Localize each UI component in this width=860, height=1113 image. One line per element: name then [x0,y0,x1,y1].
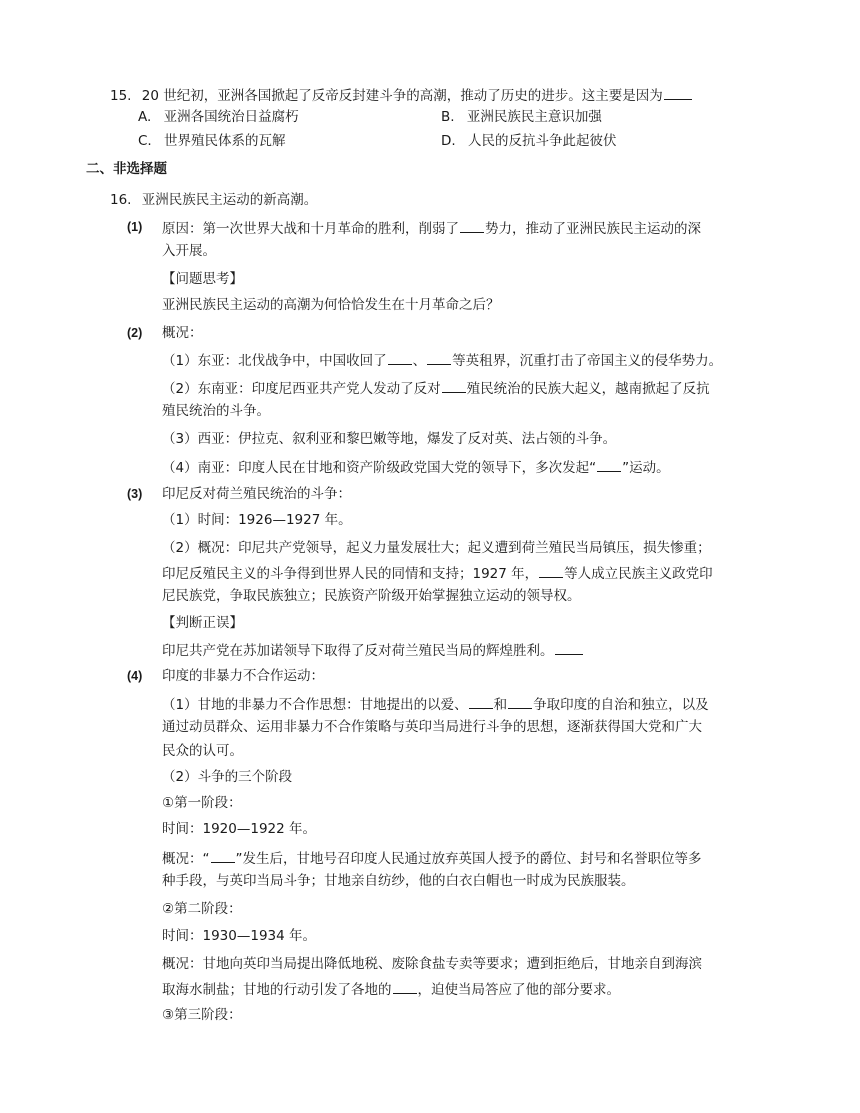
part-1-text-b: 势力，推动了亚洲民族民主运动的深 [485,221,701,237]
part-2-intro: 概况： [162,325,203,341]
idea-line-2: 通过动员群众、运用非暴力不合作策略与英印当局进行斗争的思想，逐渐获得国大党和广大 [162,719,702,735]
section-title: 二、非选择题 [86,161,167,177]
east-asia-line [162,350,722,370]
southeast-asia-text-a: （2）东南亚：印度尼西亚共产党人发动了反对 [162,381,441,397]
q16-number: 16. [110,192,132,208]
q16-title-line [110,191,317,209]
stage-2-time: 时间：1930—1934 年。 [162,928,317,944]
part-3-label: (3) [127,487,143,501]
part-1-line-2: 入开展。 [162,243,216,259]
option-b-text: 亚洲民族民主意识加强 [466,109,602,125]
part-3-time: （1）时间：1926—1927 年。 [162,512,352,528]
q15-stem: 20 世纪初，亚洲各国掀起了反帝反封建斗争的高潮，推动了历史的进步。这主要是因为 [141,88,663,104]
stage-3-title: ③第三阶段： [162,1007,242,1023]
blank-founder[interactable] [539,563,563,578]
stage-1-time: 时间：1920—1922 年。 [162,821,317,837]
blank-reaction[interactable] [393,979,417,994]
stages-title: （2）斗争的三个阶段 [162,769,293,785]
think-title: 【问题思考】 [162,271,243,287]
part-3-overview-2 [162,563,713,583]
idea-line-3: 民众的认可。 [162,743,243,759]
idea-text-c: 争取印度的自治和独立，以及 [533,697,709,713]
part-2-label: (2) [127,326,143,340]
option-a-label: A. [138,109,152,125]
part-3-overview-1: （2）概况：印尼共产党领导，起义力量发展壮大；起义遭到荷兰殖民当局镇压，损失惨重； [162,540,711,556]
south-asia-text-b: ”运动。 [622,460,670,476]
idea-line-1 [162,694,709,714]
stage-1-text-b: ”发生后，甘地号召印度人民通过放弃英国人授予的爵位、封号和名誉职位等多 [235,851,702,867]
stage-2-text-b: 取海水制盐；甘地的行动引发了各地的 [162,982,392,998]
stage-1-overview-2: 种手段，与英印当局斗争；甘地亲自纺纱，他的白衣白帽也一时成为民族服装。 [162,873,635,889]
q15-number: 15. [110,88,132,104]
southeast-asia-text-b: 殖民统治的民族大起义，越南掀起了反抗 [466,381,710,397]
east-asia-sep: 、 [412,353,427,369]
stage-2-title: ②第二阶段： [162,901,242,917]
q15-option-b[interactable] [441,108,602,126]
stage-2-overview-1: 概况：甘地向英印当局提出降低地税、废除食盐专卖等要求；遭到拒绝后，甘地亲自到海滨 [162,956,702,972]
part-1-line-1 [162,218,701,238]
option-a-text: 亚洲各国统治日益腐朽 [163,109,299,125]
part-1-label: (1) [127,220,143,234]
blank-force[interactable] [460,218,484,233]
q15-option-c[interactable] [138,132,286,150]
blank-idea-1[interactable] [469,694,493,709]
southeast-asia-line-2: 殖民统治的斗争。 [162,403,270,419]
east-asia-text-c: 等英租界，沉重打击了帝国主义的侵华势力。 [452,353,723,369]
overview-2-text-b: 等人成立民族主义政党印 [564,566,713,582]
west-asia-line: （3）西亚：伊拉克、叙利亚和黎巴嫩等地，爆发了反对英、法占领的斗争。 [162,431,617,447]
blank-event[interactable] [211,848,235,863]
q15-answer-blank[interactable] [664,85,692,100]
south-asia-text-a: （4）南亚：印度人民在甘地和资产阶级政党国大党的领导下，多次发起“ [162,460,597,476]
part-4-intro: 印度的非暴力不合作运动： [162,668,324,684]
q16-title: 亚洲民族民主运动的新高潮。 [141,192,318,208]
stage-1-title: ①第一阶段： [162,795,242,811]
judge-line [162,640,584,660]
part-1-text-a: 原因：第一次世界大战和十月革命的胜利，削弱了 [162,221,459,237]
judge-title: 【判断正误】 [162,615,243,631]
option-c-text: 世界殖民体系的瓦解 [164,133,286,149]
idea-text-b: 和 [493,697,508,713]
part-4-label: (4) [127,669,143,683]
blank-concession-2[interactable] [427,350,451,365]
q15-option-d[interactable] [441,132,616,150]
judge-text: 印尼共产党在苏加诺领导下取得了反对荷兰殖民当局的辉煌胜利。 [162,643,554,659]
stage-2-overview-2 [162,979,620,999]
blank-concession-1[interactable] [388,350,412,365]
blank-idea-2[interactable] [508,694,532,709]
part-3-intro: 印尼反对荷兰殖民统治的斗争： [162,486,351,502]
idea-text-a: （1）甘地的非暴力不合作思想：甘地提出的以爱、 [162,697,468,713]
south-asia-line [162,457,670,477]
option-c-label: C. [138,133,152,149]
option-b-label: B. [441,109,455,125]
blank-judgement[interactable] [555,640,583,655]
blank-movement[interactable] [597,457,621,472]
southeast-asia-line-1 [162,378,710,398]
q15-stem-line [110,85,693,105]
stage-1-overview-1 [162,848,702,868]
blank-colonial-power[interactable] [442,378,466,393]
stage-2-text-c: ，迫使当局答应了他的部分要求。 [417,982,620,998]
q15-option-a[interactable] [138,108,299,126]
part-3-overview-3: 尼民族党，争取民族独立；民族资产阶级开始掌握独立运动的领导权。 [162,588,581,604]
overview-2-text-a: 印尼反殖民主义的斗争得到世界人民的同情和支持；1927 年， [162,566,539,582]
think-text: 亚洲民族民主运动的高潮为何恰恰发生在十月革命之后？ [162,297,500,313]
stage-1-text-a: 概况：“ [162,851,210,867]
option-d-label: D. [441,133,456,149]
option-d-text: 人民的反抗斗争此起彼伏 [467,133,617,149]
east-asia-text-a: （1）东亚：北伐战争中，中国收回了 [162,353,387,369]
